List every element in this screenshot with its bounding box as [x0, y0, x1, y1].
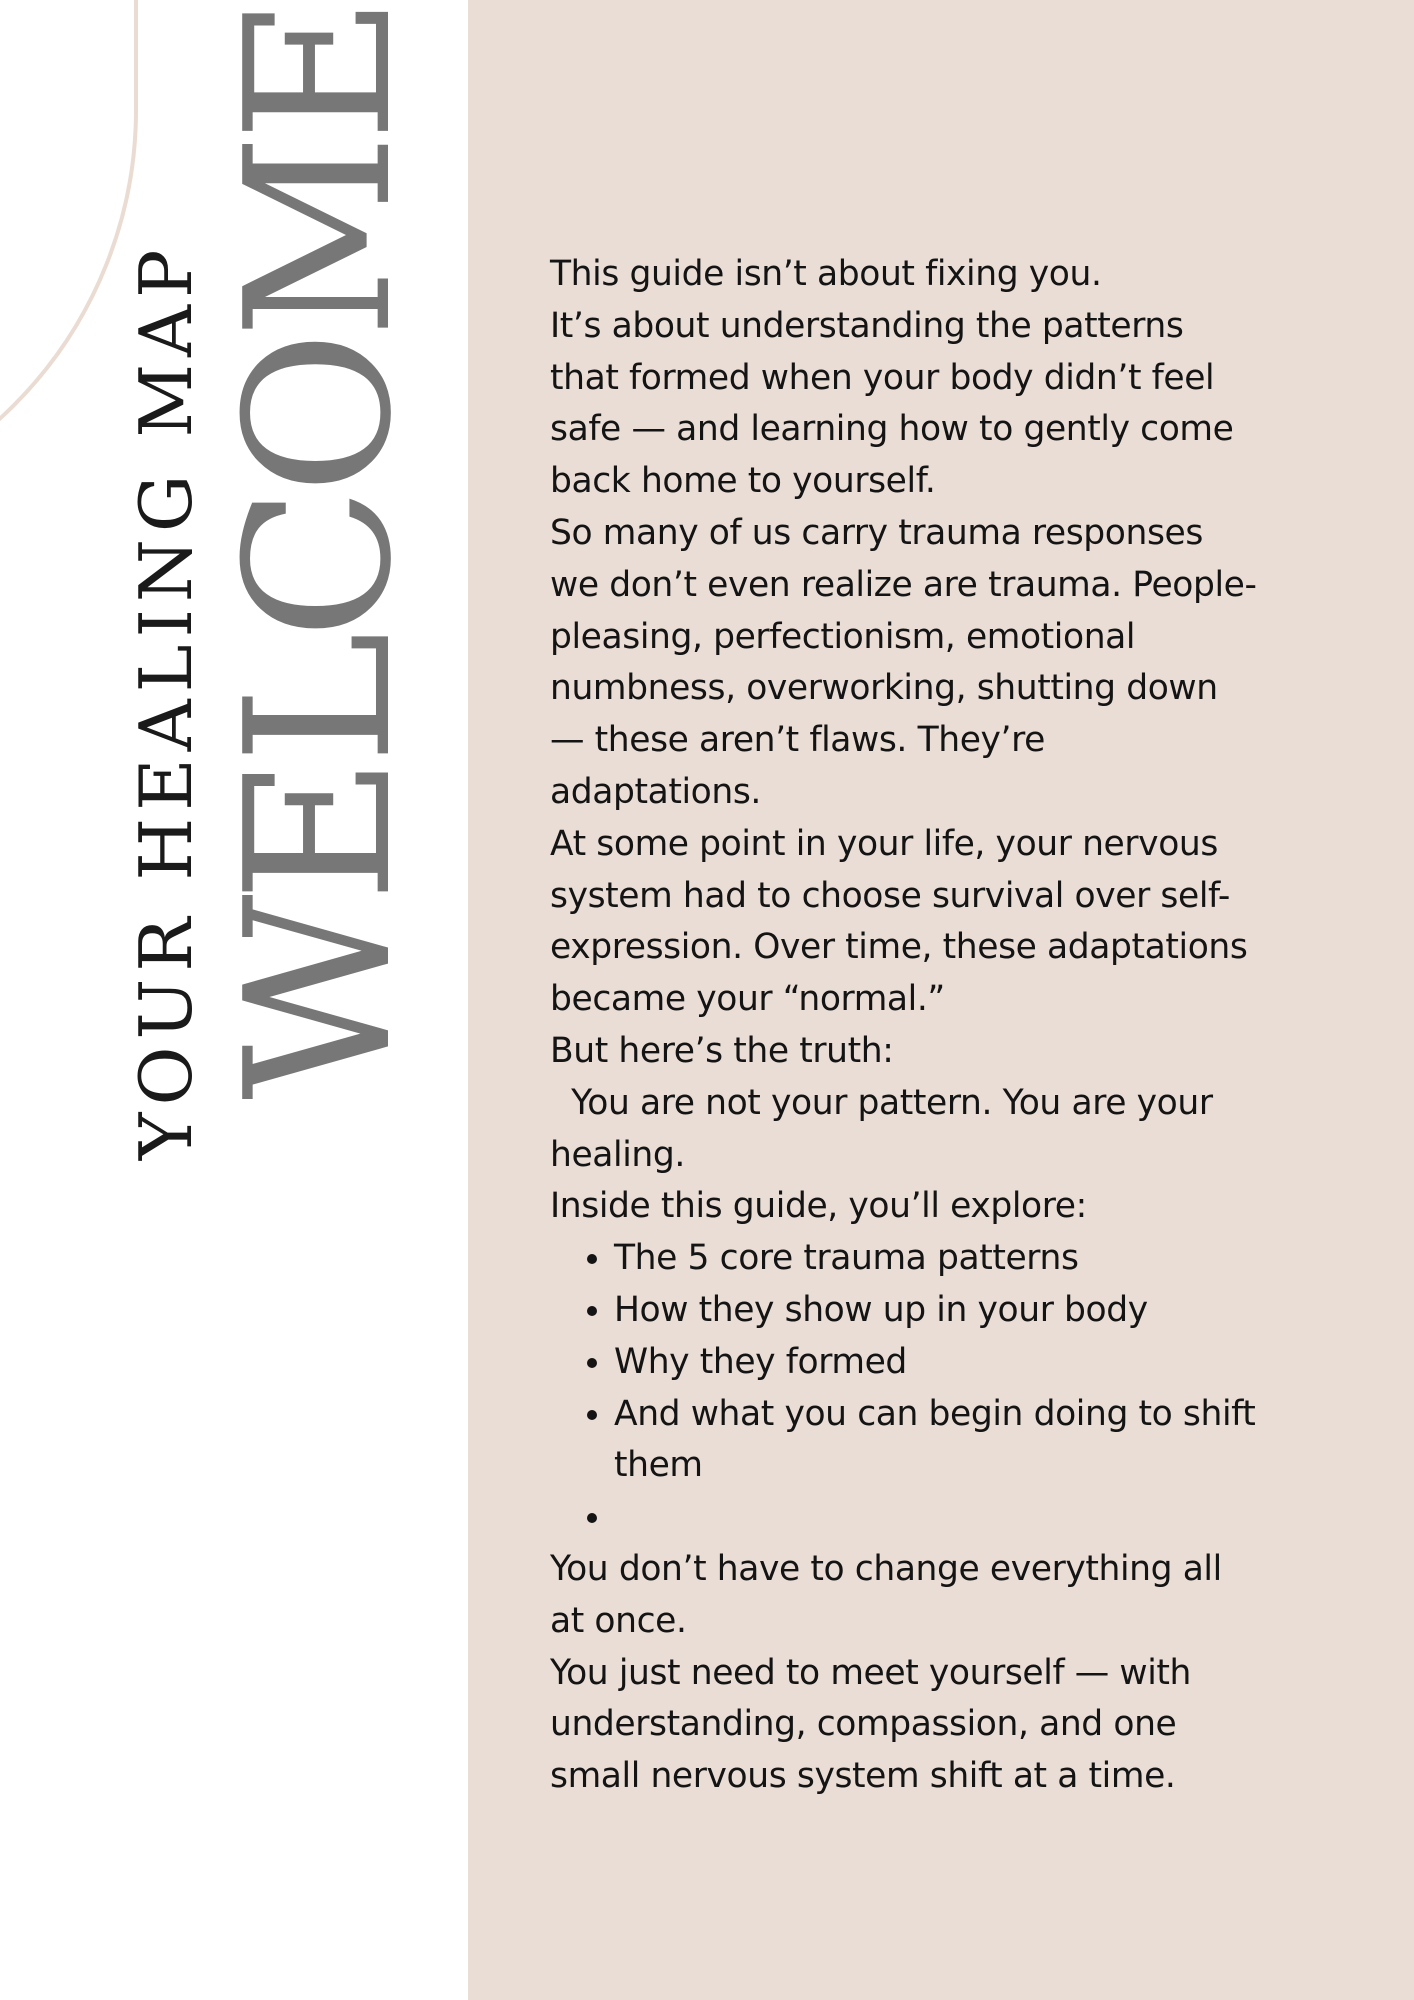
empty-list-item [614, 1492, 1260, 1544]
paragraph: But here’s the truth: [550, 1030, 894, 1071]
subtitle-text: YOUR HEALING MAP [124, 242, 208, 1160]
paragraph: Inside this guide, you’ll explore: [550, 1186, 1087, 1227]
left-panel [0, 0, 468, 2000]
body-text [550, 249, 1260, 1803]
welcome-title: WELCOME [203, 3, 436, 1100]
text-panel [468, 0, 1414, 2000]
paragraph: It’s about understanding the patterns that formed when your body didn’t feel safe — and learning how to gently come back home to yourself. [550, 305, 1245, 502]
list-item: • Why they formed [614, 1337, 1260, 1389]
paragraph: This guide isn’t about fixing you. [550, 254, 1102, 294]
list-item: • How they show up in your body [614, 1285, 1260, 1337]
paragraph: You are not your pattern. You are your healing. [550, 1082, 1224, 1175]
paragraph: You just need to meet yourself — with understanding, compassion, and one small nervous system shift at a time. [550, 1652, 1202, 1797]
paragraph: You don’t have to change everything all at once. [550, 1548, 1233, 1641]
list-item: • And what you can begin doing to shift them [614, 1389, 1260, 1493]
paragraph: So many of us carry trauma responses we don’t even realize are trauma. People-pleasing, perfectionism, emotional numbness, overworking, shutting down — these aren’t flaws. They’re adaptations. [550, 512, 1257, 812]
list-item: • The 5 core trauma patterns [614, 1233, 1260, 1285]
decorative-arch [0, 0, 138, 530]
paragraph: At some point in your life, your nervous system had to choose survival over self-expression. Over time, these adaptations became your “normal.” [550, 823, 1259, 1020]
bullet-list [550, 1233, 1260, 1544]
